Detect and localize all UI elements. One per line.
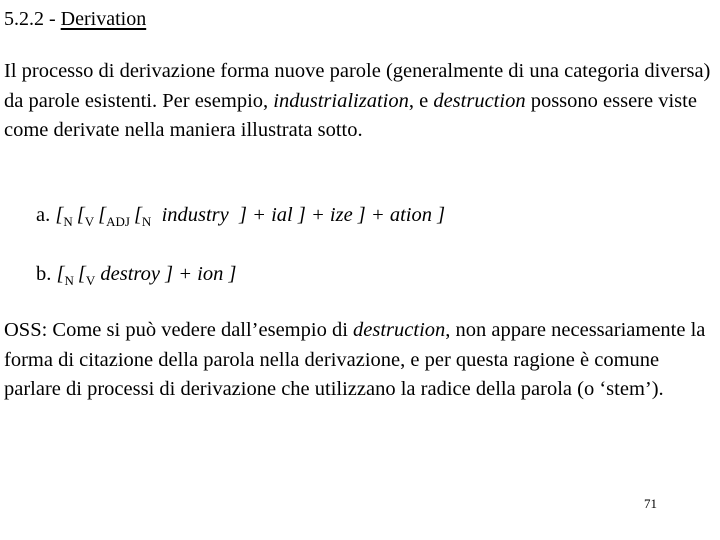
intro-text-1: Il processo di derivazione forma nuove parole (generalmente di una categoria diversa) da parole esistenti. Per esempio, xyxy=(4,60,711,112)
example-b-root: destroy xyxy=(100,263,160,285)
bracket: [ xyxy=(133,204,142,226)
category-subscript: V xyxy=(84,214,95,229)
oss-example-word: destruction xyxy=(353,319,446,341)
example-b xyxy=(36,261,236,294)
oss-paragraph xyxy=(4,316,716,405)
example-a-affixes: ] + ial ] + ize ] + ation ] xyxy=(239,204,446,226)
bracket: [ xyxy=(76,204,85,226)
category-subscript: N xyxy=(63,214,73,229)
oss-text-2: , non appare necessariamente la forma di citazione della parola nella derivazione, e per questa ragione è comune parlare di processi di derivazione che utilizzano la radice della parola (o ‘stem’). xyxy=(4,319,706,400)
category-subscript: V xyxy=(85,273,96,288)
bracket: [ xyxy=(77,263,86,285)
category-subscript: ADJ xyxy=(106,214,130,229)
intro-example-word-1: industrialization xyxy=(273,89,409,112)
section-title: Derivation xyxy=(60,8,147,30)
category-subscript: N xyxy=(64,273,74,288)
bracket: [ xyxy=(55,204,64,226)
example-b-affixes: ] + ion ] xyxy=(165,263,237,285)
example-b-label: b. xyxy=(36,263,57,285)
bracket: [ xyxy=(98,204,107,226)
section-heading xyxy=(4,7,146,31)
page-number: 71 xyxy=(644,496,657,511)
intro-text-3: possono essere viste come derivate nella maniera illustrata sotto. xyxy=(4,89,697,141)
example-a-label: a. xyxy=(36,204,56,226)
bracket: [ xyxy=(56,263,65,285)
intro-text-2: , e xyxy=(408,89,434,112)
intro-paragraph xyxy=(4,57,716,146)
example-a-root: industry xyxy=(161,204,229,226)
category-subscript: N xyxy=(141,214,152,229)
intro-example-word-2: destruction xyxy=(433,89,526,112)
section-number: 5.2.2 - xyxy=(4,8,61,30)
oss-text-1: OSS: Come si può vedere dall’esempio di xyxy=(4,319,354,341)
example-a xyxy=(36,202,445,235)
